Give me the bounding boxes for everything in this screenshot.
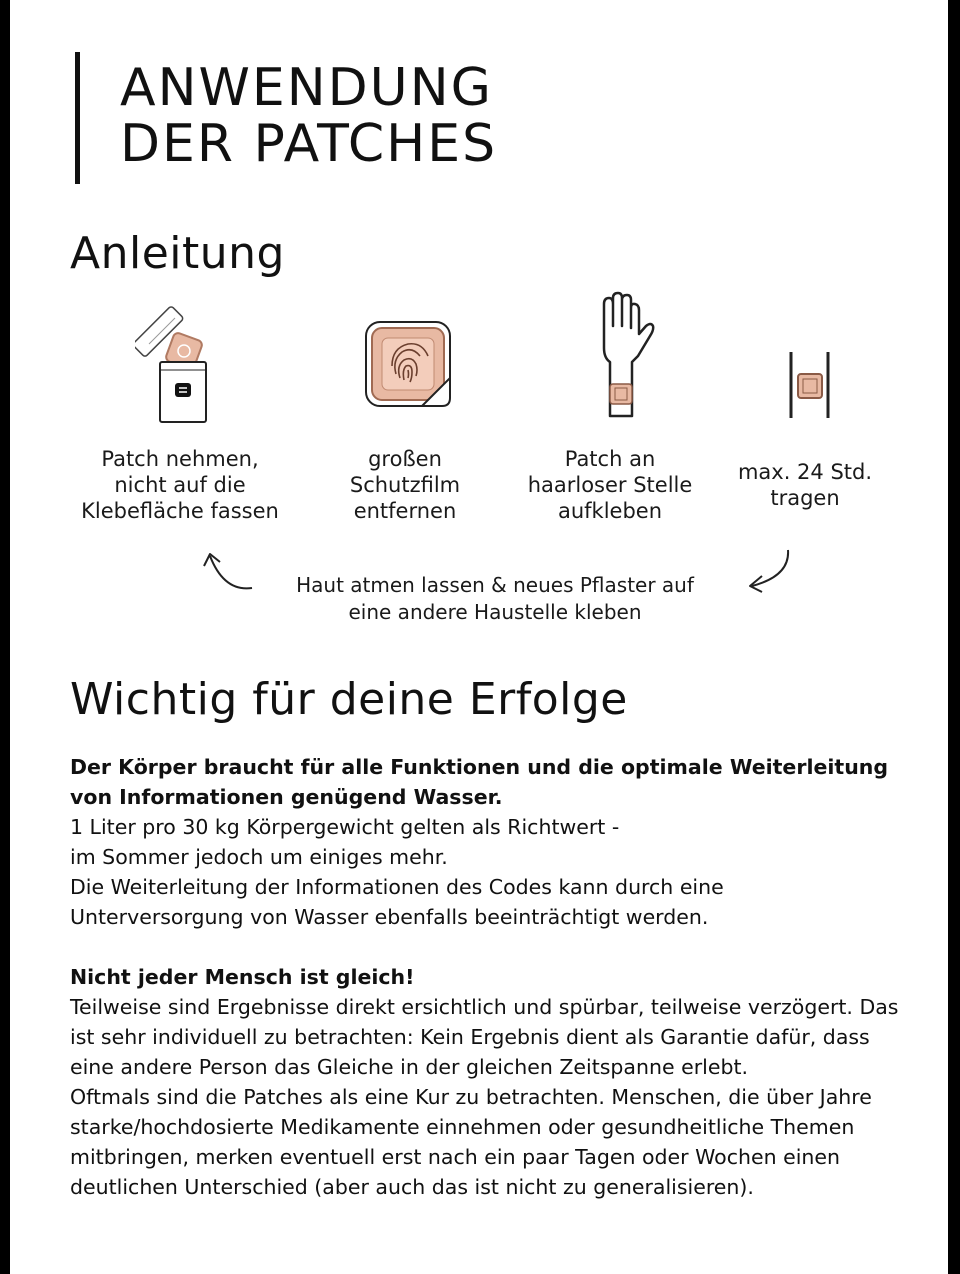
patch-box-icon <box>135 304 225 426</box>
anleitung-heading: Anleitung <box>70 228 285 279</box>
step-3-line-2: haarloser Stelle <box>527 473 693 497</box>
step-2-line-1: großen <box>368 447 442 471</box>
step-1-line-3: Klebefläche fassen <box>81 499 279 523</box>
water-line-1: 1 Liter pro 30 kg Körpergewicht gelten als Richtwert - <box>70 815 620 839</box>
individual-paragraph-2: Oftmals sind die Patches als eine Kur zu betrachten. Menschen, die über Jahre starke/hochdosierte Medikamente einnehmen oder gesundheitliche Themen mitbringen, merken eventuell erst nach ein paar Tagen oder Wochen einen deutlichen Unterschied (aber auch das ist nicht zu generalisieren). <box>70 1085 872 1199</box>
rotation-note <box>270 572 720 626</box>
curved-arrow-right-icon <box>742 546 802 594</box>
hand-patch-icon <box>590 290 660 420</box>
wrist-patch-icon <box>788 350 834 420</box>
individual-paragraph-1: Teilweise sind Ergebnisse direkt ersichtlich und spürbar, teilweise verzögert. Das ist sehr individuell zu betrachten: Kein Ergebnis dient als Garantie dafür, dass eine andere Person das Gleiche in der gleichen Zeitspanne erlebt. <box>70 995 899 1079</box>
step-4-line-1: max. 24 Std. <box>737 460 873 484</box>
title-line-1: ANWENDUNG <box>120 58 493 118</box>
step-4-label <box>725 459 885 511</box>
step-3-label <box>515 446 705 524</box>
water-line-3: Die Weiterleitung der Informationen des Codes kann durch eine Unterversorgung von Wasser ebenfalls beeinträchtigt werden. <box>70 875 724 929</box>
document-page <box>10 0 948 1274</box>
wichtig-body <box>70 752 900 1202</box>
title-line-2: DER PATCHES <box>120 114 498 174</box>
water-line-2: im Sommer jedoch um einiges mehr. <box>70 845 448 869</box>
step-1-line-1: Patch nehmen, <box>101 447 259 471</box>
step-2-line-3: entfernen <box>353 499 457 523</box>
step-1-label <box>65 446 295 524</box>
wichtig-heading: Wichtig für deine Erfolge <box>70 674 628 725</box>
step-4-line-2: tragen <box>770 486 840 510</box>
step-1-line-2: nicht auf die <box>114 473 246 497</box>
step-3-line-1: Patch an <box>564 447 656 471</box>
individual-bold-heading: Nicht jeder Mensch ist gleich! <box>70 965 415 989</box>
step-2-line-2: Schutzfilm <box>349 473 461 497</box>
step-2-label <box>320 446 490 524</box>
rotation-note-line-1: Haut atmen lassen & neues Pflaster auf <box>296 573 694 597</box>
rotation-note-line-2: eine andere Haustelle kleben <box>348 600 642 624</box>
step-3-line-3: aufkleben <box>557 499 663 523</box>
water-bold-paragraph: Der Körper braucht für alle Funktionen und die optimale Weiterleitung von Informationen genügend Wasser. <box>70 755 889 809</box>
fingerprint-patch-icon <box>362 318 454 410</box>
page-title <box>120 60 497 172</box>
curved-arrow-left-icon <box>200 548 260 596</box>
title-accent-bar <box>75 52 80 184</box>
